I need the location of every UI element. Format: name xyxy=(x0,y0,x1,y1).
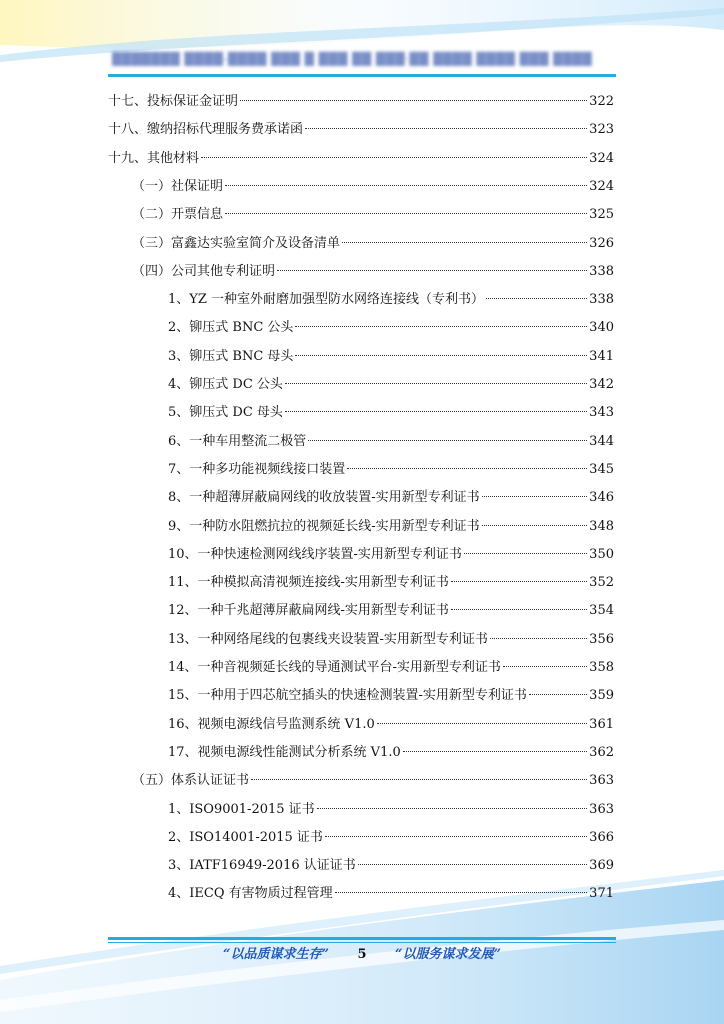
toc-entry-page: 338 xyxy=(589,263,614,279)
toc-entry-page: 348 xyxy=(589,518,614,534)
toc-entry-page: 366 xyxy=(589,829,614,845)
footer-rule-thin xyxy=(108,942,616,943)
toc-dot-leader xyxy=(305,128,587,129)
toc-dot-leader xyxy=(358,864,587,865)
toc-entry-label: 1、YZ 一种室外耐磨加强型防水网络连接线（专利书） xyxy=(168,292,485,308)
toc-entry-label: 14、一种音视频延长线的导通测试平台-实用新型专利证书 xyxy=(168,660,501,675)
toc-dot-leader xyxy=(325,836,587,837)
toc-entry-label: 4、IECQ 有害物质过程管理 xyxy=(168,886,333,902)
toc-dot-leader xyxy=(503,666,587,667)
toc-entry-page: 346 xyxy=(589,490,614,506)
toc-entry-label: 10、一种快速检测网线线序装置-实用新型专利证书 xyxy=(168,546,462,562)
toc-entry-page: 356 xyxy=(589,631,614,647)
toc-entry-label: 9、一种防水阻燃抗拉的视频延长线-实用新型专利证书 xyxy=(168,518,480,534)
toc-dot-leader xyxy=(295,326,587,327)
toc-entry-label: 十七、投标保证金证明 xyxy=(108,94,239,109)
toc-dot-leader xyxy=(451,581,587,582)
toc-entry-page: 354 xyxy=(589,603,614,619)
toc-entry-page: 340 xyxy=(589,320,614,336)
toc-entry[interactable] xyxy=(168,572,614,594)
toc-dot-leader xyxy=(335,892,588,893)
toc-entry[interactable] xyxy=(168,685,614,707)
toc-entry-label: 1、ISO9001-2015 证书 xyxy=(168,801,315,817)
toc-dot-leader xyxy=(285,383,587,384)
toc-dot-leader xyxy=(201,157,587,158)
toc-entry-page: 361 xyxy=(589,716,614,732)
toc-entry-label: （三）富鑫达实验室简介及设备清单 xyxy=(132,235,341,251)
toc-entry[interactable] xyxy=(168,459,614,481)
toc-dot-leader xyxy=(529,694,587,695)
toc-dot-leader xyxy=(295,355,587,356)
toc-entry-page: 323 xyxy=(589,122,614,138)
toc-entry-label: 4、铆压式 DC 公头 xyxy=(168,377,283,392)
toc-entry[interactable] xyxy=(108,148,614,170)
toc-entry[interactable] xyxy=(132,261,614,283)
toc-entry[interactable] xyxy=(168,402,614,424)
toc-entry-page: 359 xyxy=(589,688,614,704)
toc-entry[interactable] xyxy=(132,233,614,255)
toc-dot-leader xyxy=(451,609,587,610)
toc-entry[interactable] xyxy=(168,431,614,453)
toc-dot-leader xyxy=(342,242,587,243)
toc-entry-page: 362 xyxy=(589,744,614,760)
toc-entry[interactable] xyxy=(168,629,614,651)
toc-entry-label: 2、ISO14001-2015 证书 xyxy=(168,829,323,845)
toc-entry-label: 11、一种模拟高清视频连接线-实用新型专利证书 xyxy=(168,575,449,591)
toc-entry[interactable] xyxy=(132,176,614,198)
toc-entry-label: （五）体系认证证书 xyxy=(132,773,250,789)
toc-entry[interactable] xyxy=(168,289,614,311)
toc-entry-label: 16、视频电源线信号监测系统 V1.0 xyxy=(168,716,375,732)
toc-dot-leader xyxy=(490,638,587,639)
toc-entry-label: 十九、其他材料 xyxy=(108,150,200,166)
toc-dot-leader xyxy=(308,440,587,441)
toc-entry-label: 7、一种多功能视频线接口装置 xyxy=(168,461,346,477)
toc-dot-leader xyxy=(240,100,587,101)
toc-entry-page: 363 xyxy=(589,773,614,789)
toc-entry[interactable] xyxy=(132,204,614,226)
toc-entry[interactable] xyxy=(168,657,614,679)
toc-dot-leader xyxy=(403,751,587,752)
toc-entry-page: 341 xyxy=(589,348,614,364)
toc-entry-page: 343 xyxy=(589,405,614,421)
toc-entry[interactable] xyxy=(132,770,614,792)
toc-entry[interactable] xyxy=(168,487,614,509)
toc-dot-leader xyxy=(285,411,587,412)
toc-dot-leader xyxy=(482,525,588,526)
page-number: 5 xyxy=(357,947,367,962)
toc-entry-page: 352 xyxy=(589,575,614,591)
footer-motto-left: “以品质谋求生存” xyxy=(222,947,329,962)
toc-entry-label: 2、铆压式 BNC 公头 xyxy=(168,320,294,336)
toc-entry[interactable] xyxy=(168,346,614,368)
toc-dot-leader xyxy=(464,553,587,554)
toc-entry-page: 363 xyxy=(589,801,614,817)
toc-entry-label: 8、一种超薄屏蔽扁网线的收放装置-实用新型专利证书 xyxy=(168,490,480,506)
toc-entry[interactable] xyxy=(168,855,614,877)
toc-entry-page: 324 xyxy=(589,150,614,166)
toc-entry-page: 325 xyxy=(589,207,614,223)
toc-entry-page: 344 xyxy=(589,433,614,449)
toc-entry-label: （一）社保证明 xyxy=(132,178,224,194)
toc-entry-page: 345 xyxy=(589,461,614,477)
toc-entry-label: 5、铆压式 DC 母头 xyxy=(168,405,283,421)
toc-dot-leader xyxy=(482,496,588,497)
toc-entry[interactable] xyxy=(168,883,614,905)
toc-entry[interactable] xyxy=(168,827,614,849)
toc-entry[interactable] xyxy=(168,317,614,339)
toc-entry-label: 17、视频电源线性能测试分析系统 V1.0 xyxy=(168,744,401,760)
toc-entry-page: 371 xyxy=(589,886,614,902)
toc-entry[interactable] xyxy=(168,799,614,821)
toc-entry-page: 342 xyxy=(589,377,614,392)
page-footer xyxy=(108,944,616,966)
footer-motto-right: “以服务谋求发展” xyxy=(395,947,502,962)
toc-entry[interactable] xyxy=(168,374,614,396)
toc-dot-leader xyxy=(225,185,587,186)
toc-entry-page: 358 xyxy=(589,660,614,675)
toc-entry[interactable] xyxy=(168,516,614,538)
toc-entry-label: 十八、缴纳招标代理服务费承诺函 xyxy=(108,122,304,138)
toc-entry-label: （二）开票信息 xyxy=(132,207,224,223)
toc-entry-label: 3、铆压式 BNC 母头 xyxy=(168,348,294,364)
toc-entry[interactable] xyxy=(168,714,614,736)
toc-entry-label: （四）公司其他专利证明 xyxy=(132,263,276,279)
toc-dot-leader xyxy=(377,723,587,724)
toc-entry-label: 3、IATF16949-2016 认证证书 xyxy=(168,858,356,874)
toc-entry[interactable] xyxy=(108,91,614,113)
toc-entry-page: 338 xyxy=(589,292,614,308)
toc-entry[interactable] xyxy=(168,742,614,764)
toc-entry-page: 324 xyxy=(589,178,614,194)
toc-dot-leader xyxy=(225,213,587,214)
toc-entry-page: 322 xyxy=(589,94,614,109)
toc-dot-leader xyxy=(317,808,588,809)
toc-dot-leader xyxy=(486,298,587,299)
toc-entry-label: 12、一种千兆超薄屏蔽扁网线-实用新型专利证书 xyxy=(168,603,449,619)
toc-entry-page: 326 xyxy=(589,235,614,251)
toc-dot-leader xyxy=(251,779,587,780)
toc-entry-label: 15、一种用于四芯航空插头的快速检测装置-实用新型专利证书 xyxy=(168,688,527,704)
toc-entry-label: 13、一种网络尾线的包裹线夹设装置-实用新型专利证书 xyxy=(168,631,488,647)
running-header: ███████ ████-████ ███ █ ███ ██ ███·██ ████ ████ ███ ████ xyxy=(112,52,593,66)
footer-rule xyxy=(108,937,616,940)
toc-entry-page: 369 xyxy=(589,858,614,874)
toc-entry[interactable] xyxy=(168,544,614,566)
toc-dot-leader xyxy=(277,270,587,271)
header-rule xyxy=(108,74,616,77)
toc-entry[interactable] xyxy=(168,600,614,622)
toc-entry-page: 350 xyxy=(589,546,614,562)
toc-dot-leader xyxy=(347,468,587,469)
toc-entry[interactable] xyxy=(108,119,614,141)
toc-entry-label: 6、一种车用整流二极管 xyxy=(168,433,307,449)
